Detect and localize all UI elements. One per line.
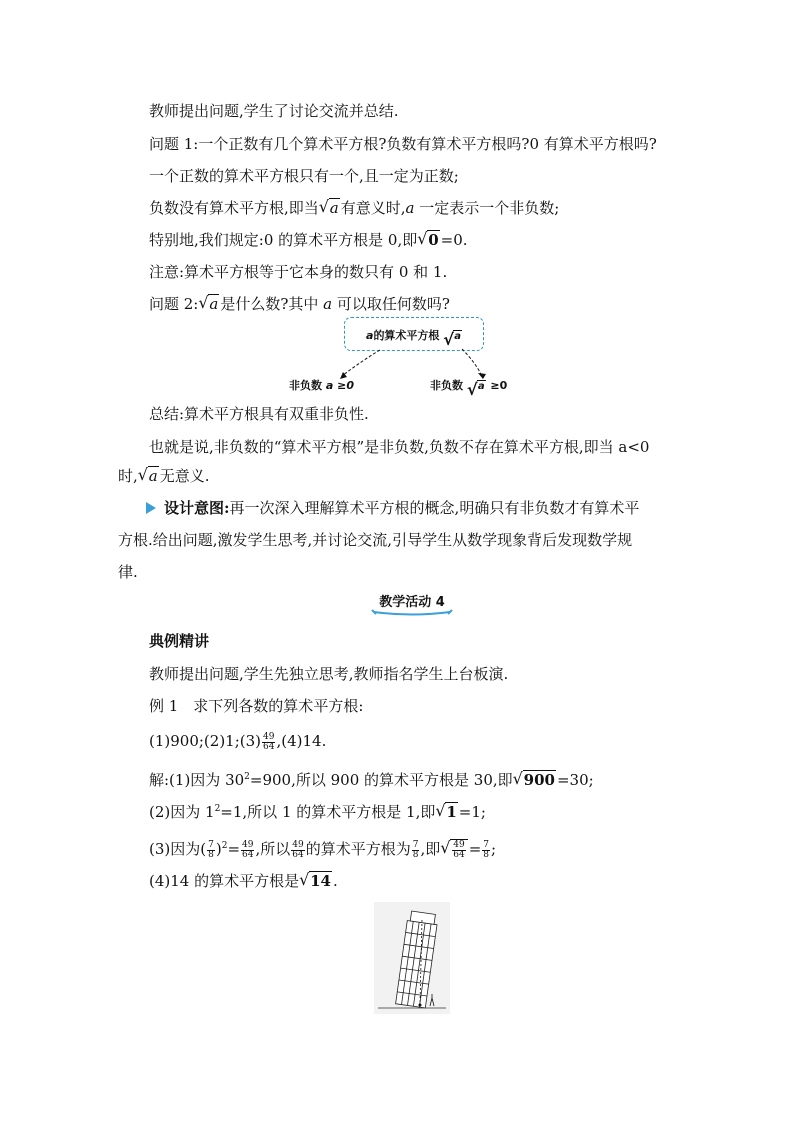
- exponent: 2: [221, 841, 228, 851]
- text: =1;: [458, 803, 486, 821]
- text: 是什么数?其中: [220, 295, 324, 313]
- exponent: 2: [214, 804, 221, 814]
- text: (2)因为 1: [149, 803, 215, 821]
- text: 无意义.: [159, 467, 210, 485]
- text: =: [468, 840, 482, 858]
- activity-title: 教学活动 4: [379, 595, 445, 610]
- denominator: 8: [483, 849, 489, 860]
- text: 解:(1)因为 30: [149, 771, 245, 789]
- diagram-left-label: [289, 377, 354, 393]
- variable: a: [209, 295, 219, 313]
- variable: a: [477, 381, 485, 392]
- fraction: [207, 841, 215, 860]
- radicand: 900: [523, 771, 555, 789]
- text: 教师提出问题,学生先独立思考,教师指名学生上台板演.: [149, 665, 509, 683]
- expression: ≥0: [486, 379, 508, 392]
- variable: a: [366, 329, 374, 342]
- arrow-right: [462, 349, 482, 376]
- exponent: 2: [244, 772, 250, 782]
- example-title: [149, 696, 363, 716]
- text: 律.: [118, 563, 138, 581]
- radicand: 0: [428, 231, 439, 249]
- arrow-left: [342, 350, 380, 376]
- text: =1,所以 1 的算术平方根是 1,即: [220, 803, 436, 821]
- text: 时,: [118, 467, 138, 485]
- variable: a: [323, 295, 333, 313]
- text: =0.: [440, 231, 468, 249]
- solution-3: [149, 836, 496, 860]
- solution-2: [149, 799, 486, 822]
- text: ,(4)14.: [276, 732, 327, 750]
- text: =30;: [556, 771, 594, 789]
- text: 问题 1:一个正数有几个算术平方根?负数有算术平方根吗?0 有算术平方根吗?: [149, 135, 657, 153]
- design-intent-3: [118, 562, 138, 582]
- numerator: 49: [292, 839, 304, 850]
- design-intent: [146, 498, 639, 518]
- text: (1)900;(2)1;(3): [149, 732, 262, 750]
- fraction: [291, 841, 304, 860]
- sqrt-expression: [468, 381, 486, 392]
- variable: a: [405, 199, 415, 217]
- text: 一个正数的算术平方根只有一个,且一定为正数;: [149, 167, 459, 185]
- text: 的算术平方根: [373, 329, 444, 342]
- text: =900,所以 900 的算术平方根是 30,即: [249, 771, 513, 789]
- triangle-bullet-icon: [146, 502, 156, 514]
- text: 可以取任何数吗?: [332, 295, 450, 313]
- numerator: 7: [208, 839, 214, 850]
- fraction: [412, 841, 420, 860]
- numerator: 7: [412, 839, 419, 850]
- text: 也就是说,非负数的“算术平方根”是非负数,负数不存在算术平方根,即当 a<0: [149, 438, 650, 456]
- numerator: 49: [263, 731, 275, 742]
- denominator: 64: [292, 849, 304, 860]
- diagram-right-label: [430, 377, 507, 393]
- variable: a: [329, 199, 339, 217]
- teacher-line: [149, 664, 508, 684]
- text: 问题 2:: [149, 295, 199, 313]
- sqrt-expression: [300, 871, 332, 891]
- text: 例 1 求下列各数的算术平方根:: [149, 697, 364, 715]
- variable: a: [148, 467, 158, 485]
- denominator: 64: [453, 849, 465, 860]
- text: 负数没有算术平方根,即当: [149, 199, 319, 217]
- numerator: 49: [242, 839, 254, 850]
- text: ;: [491, 840, 497, 858]
- text: (3)因为(: [149, 840, 207, 858]
- denominator: 8: [412, 849, 419, 860]
- explanation-line: [149, 437, 649, 457]
- text: 的算术平方根为: [305, 840, 411, 858]
- fraction: [262, 733, 275, 752]
- text: (4)14 的算术平方根是: [149, 872, 300, 890]
- text: 总结:算术平方根具有双重非负性.: [149, 405, 369, 423]
- solution-1: [149, 767, 594, 790]
- design-intent-2: [118, 530, 632, 550]
- text: 特别地,我们规定:0 的算术平方根是 0,即: [149, 231, 418, 249]
- label: 设计意图:: [164, 499, 230, 517]
- denominator: 64: [263, 741, 275, 752]
- explanation-line-2: [118, 466, 210, 486]
- leaning-tower-illustration: [374, 902, 450, 1014]
- radicand: 14: [310, 872, 331, 890]
- text: ,即: [420, 840, 441, 858]
- expression: a ≥0: [325, 379, 354, 392]
- sqrt-expression: [441, 839, 467, 860]
- text: .: [332, 872, 338, 890]
- text: 有意义时,: [340, 199, 406, 217]
- example-items: [149, 731, 326, 752]
- text: ): [215, 840, 222, 858]
- text: 教师提出问题,学生了讨论交流并总结.: [149, 102, 399, 120]
- text: 非负数: [430, 379, 467, 392]
- solution-4: [149, 871, 338, 891]
- activity-heading: [371, 594, 453, 614]
- sqrt-expression: [436, 802, 457, 822]
- fraction: [241, 841, 254, 860]
- fraction: [482, 841, 490, 860]
- text: =: [227, 840, 241, 858]
- summary-line: [149, 404, 369, 424]
- numerator: 7: [483, 839, 489, 850]
- numerator: √ 49: [453, 839, 465, 850]
- radicand: 1: [446, 803, 457, 821]
- denominator: 64: [242, 849, 254, 860]
- text: 注意:算术平方根等于它本身的数只有 0 和 1.: [149, 263, 448, 281]
- diagram-arrows: [0, 0, 794, 420]
- fraction: [452, 841, 465, 860]
- section-title: [149, 631, 209, 651]
- text: 方根.给出问题,激发学生思考,并讨论交流,引导学生从数学现象背后发现数学规: [118, 531, 633, 549]
- sqrt-expression: [139, 466, 159, 486]
- denominator: 8: [208, 849, 214, 860]
- text: 非负数: [289, 379, 326, 392]
- text: 一定表示一个非负数;: [414, 199, 560, 217]
- sqrt-expression: [514, 770, 556, 790]
- text: 典例精讲: [149, 632, 210, 650]
- text: 再一次深入理解算术平方根的概念,明确只有非负数才有算术平: [229, 499, 640, 517]
- text: ,所以: [255, 840, 291, 858]
- variable: a: [454, 331, 462, 342]
